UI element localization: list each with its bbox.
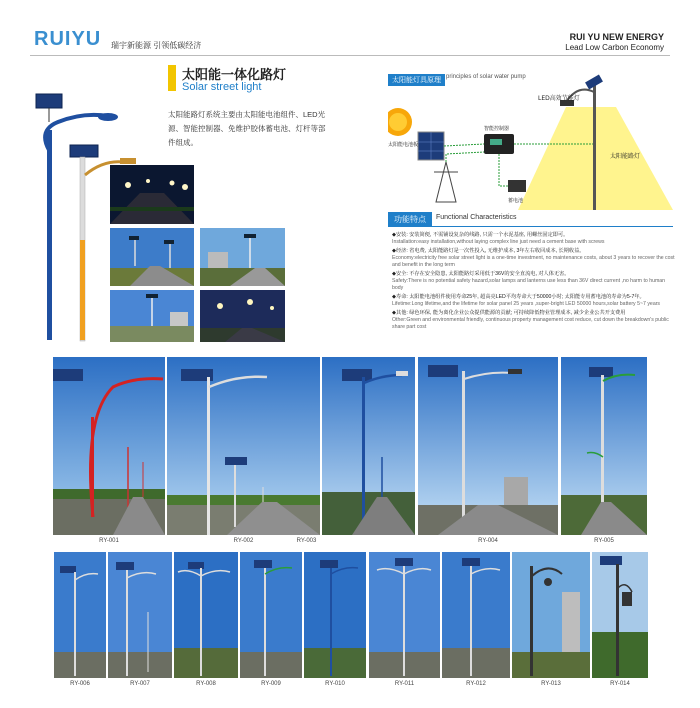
diagram-label-controller: 智能控制器 [484,126,510,132]
photo-daytime-road-1 [110,228,194,286]
diagram-tag: 太阳能灯具原理 [388,74,445,86]
product-photo-ry-007 [108,552,172,678]
caption-ry-001: RY-001 [99,538,119,544]
photo-dusk-road [200,290,285,342]
product-photo-ry-012 [442,552,510,678]
product-title-en: Solar street light [182,81,262,93]
product-photo-ry-006 [54,552,106,678]
features-list [392,232,677,333]
logo-slogan: 瑞宇新能源 引领低碳经济 [111,41,202,50]
features-tag-en: Functional Characteristics [436,214,517,221]
diagram-label-led: LED高效节能灯 [538,95,580,102]
caption-ry-006: RY-006 [70,681,90,687]
title-accent-bar [168,65,176,91]
caption-ry-004: RY-004 [478,538,498,544]
product-photo-ry-013 [512,552,590,678]
product-description: 太阳能路灯系统主要由太阳能电池组件、LED光源、智能控制器、免维护胶体蓄电池、灯杆等部件组成。 [168,110,326,147]
product-photo-ry-005 [561,357,647,535]
photo-daytime-road-3 [110,290,194,342]
feature-item: ◆安装: 安装简便, 不需铺设复杂的线路, 只需一个水泥基座, 用螺丝固定即可。 Installation:easy installation,without laying complex line just need a cement base with screws [392,232,605,245]
company-logo: RUIYU [34,28,102,50]
photo-daytime-road-2 [200,228,285,286]
product-photo-ry-014 [592,552,648,678]
caption-ry-003: RY-003 [296,538,317,544]
caption-ry-009: RY-009 [261,681,281,687]
product-photo-ry-008 [174,552,238,678]
feature-item: ◆寿命: 太阳能电池组件使用寿命25年, 超高亮LED平均寿命大于50000小时; 太阳能专用蓄电池的寿命为5-7年。 Lifetime:Long lifetime,and the lifetime for solar panel 25 years ,super-bright LED 50000 hours,solar battery 5~7 years [392,294,661,307]
feature-item: ◆经济: 省电费, 太阳能路灯是一次性投入, 无维护成本, 3年左右收回成本, 长期收益。 Economy:electricity free solar street light is a one-time investment, no maintenance costs, about 3 years to recover the cost and benefit in the long term [392,248,675,268]
feature-item: ◆安全: 不存在安全隐患, 太阳能路灯采用低于36V的安全直流电, 对人体无害。 Safety:There is no potential safety hazard,solar lamps and lanterns use less than 36V direct current ,no harm to human body [392,271,666,291]
diagram-label-lamp: 太阳能路灯 [610,153,641,160]
features-divider [388,226,673,227]
product-photo-ry-011 [369,552,440,678]
feature-item: ◆其他: 绿色环保, 能为离化企业公众提供能源的贡献; 可持续降低物业管理成本, 减少企业公共开支费用 Other:Green and environmental friendly, continuous property management cost reduce, cut down the breakdown's public share part cost [392,310,669,330]
caption-ry-011: RY-011 [394,681,415,687]
caption-ry-014: RY-014 [610,681,630,687]
caption-ry-005: RY-005 [594,538,614,544]
product-photo-ry-004 [418,357,558,535]
product-title-cn: 太阳能一体化路灯 [182,67,287,82]
product-photo-ry-002 [167,357,320,535]
company-tagline: Lead Low Carbon Economy [565,43,664,52]
features-tag: 功能特点 [388,212,432,227]
company-name: RUI YU NEW ENERGY [569,32,664,42]
page-header [0,0,700,60]
diagram-tag-en: principles of solar water pump [446,74,526,80]
caption-ry-007: RY-007 [130,681,150,687]
product-photo-ry-010 [304,552,366,678]
diagram-label-panel: 太阳能电池板 [388,142,419,148]
product-photo-ry-009 [240,552,302,678]
caption-ry-013: RY-013 [541,681,561,687]
product-photo-ry-003 [322,357,415,535]
caption-ry-012: RY-012 [466,681,486,687]
product-photo-ry-001 [53,357,165,535]
photo-night-road [110,165,194,224]
caption-ry-010: RY-010 [325,681,345,687]
caption-ry-002: RY-002 [233,538,254,544]
diagram-label-battery: 蓄电池 [508,198,524,204]
caption-ry-008: RY-008 [196,681,216,687]
header-divider [30,55,670,56]
